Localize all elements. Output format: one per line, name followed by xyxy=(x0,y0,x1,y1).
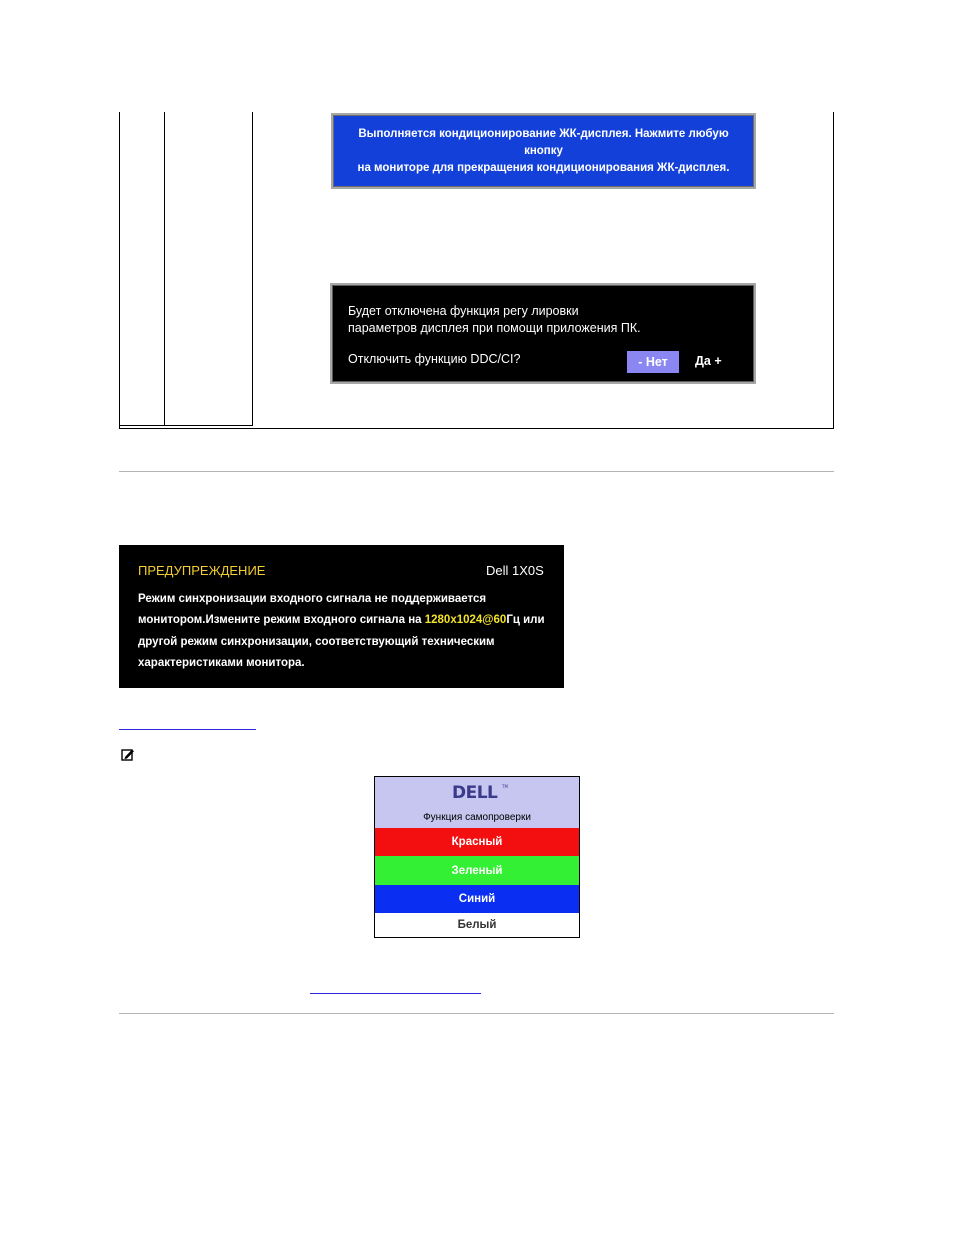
divider-bottom xyxy=(119,1013,834,1014)
svg-text:DELL: DELL xyxy=(452,783,498,801)
conditioning-line-1: Выполняется кондиционирование ЖК-дисплея. Нажмите любую кнопку xyxy=(358,127,729,157)
conditioning-line-2: на мониторе для прекращения кондиционирования ЖК-дисплея. xyxy=(357,161,730,174)
table-cell-number xyxy=(119,112,165,426)
lcd-conditioning-message xyxy=(331,113,756,189)
warning-line-2 xyxy=(138,614,545,626)
ddc-dialog-line-1: Будет отключена функция регу лировки xyxy=(348,304,579,318)
table-cell-option xyxy=(164,112,253,426)
self-test-title: Функция самопроверки xyxy=(423,812,531,823)
dell-logo xyxy=(452,783,508,801)
warning-resolution: 1280x1024@60 xyxy=(424,614,507,626)
ddc-ci-dialog xyxy=(330,283,756,384)
troubleshooting-link[interactable] xyxy=(310,993,481,994)
self-test-blue: Синий xyxy=(375,885,579,913)
warning-line-4: характеристиками монитора. xyxy=(138,657,305,669)
self-test-white: Белый xyxy=(375,913,579,937)
warning-line-1: Режим синхронизации входного сигнала не поддерживается xyxy=(138,593,487,605)
svg-text:TM: TM xyxy=(502,784,508,789)
warning-line-3: другой режим синхронизации, соответствующий техническим xyxy=(138,636,495,648)
warning-model: Dell 1X0S xyxy=(486,563,544,578)
self-test-panel xyxy=(374,776,580,938)
yes-button[interactable]: Да + xyxy=(695,354,722,368)
ddc-dialog-question: Отключить функцию DDC/CI? xyxy=(348,352,521,366)
self-test-red: Красный xyxy=(375,828,579,856)
note-pencil-icon xyxy=(121,748,135,761)
divider xyxy=(119,471,834,472)
warning-line-2-end: Гц или xyxy=(506,614,545,626)
back-to-top-link[interactable] xyxy=(119,729,256,730)
ddc-dialog-line-2: параметров дисплея при помощи приложения ПК. xyxy=(348,321,641,335)
no-button[interactable]: - Нет xyxy=(627,351,679,373)
self-test-header xyxy=(375,777,579,828)
warning-line-2-start: монитором.Измените режим входного сигнала на xyxy=(138,614,425,626)
self-test-green: Зеленый xyxy=(375,856,579,885)
warning-title: ПРЕДУПРЕЖДЕНИЕ xyxy=(138,563,266,578)
unsupported-mode-warning xyxy=(119,545,564,688)
